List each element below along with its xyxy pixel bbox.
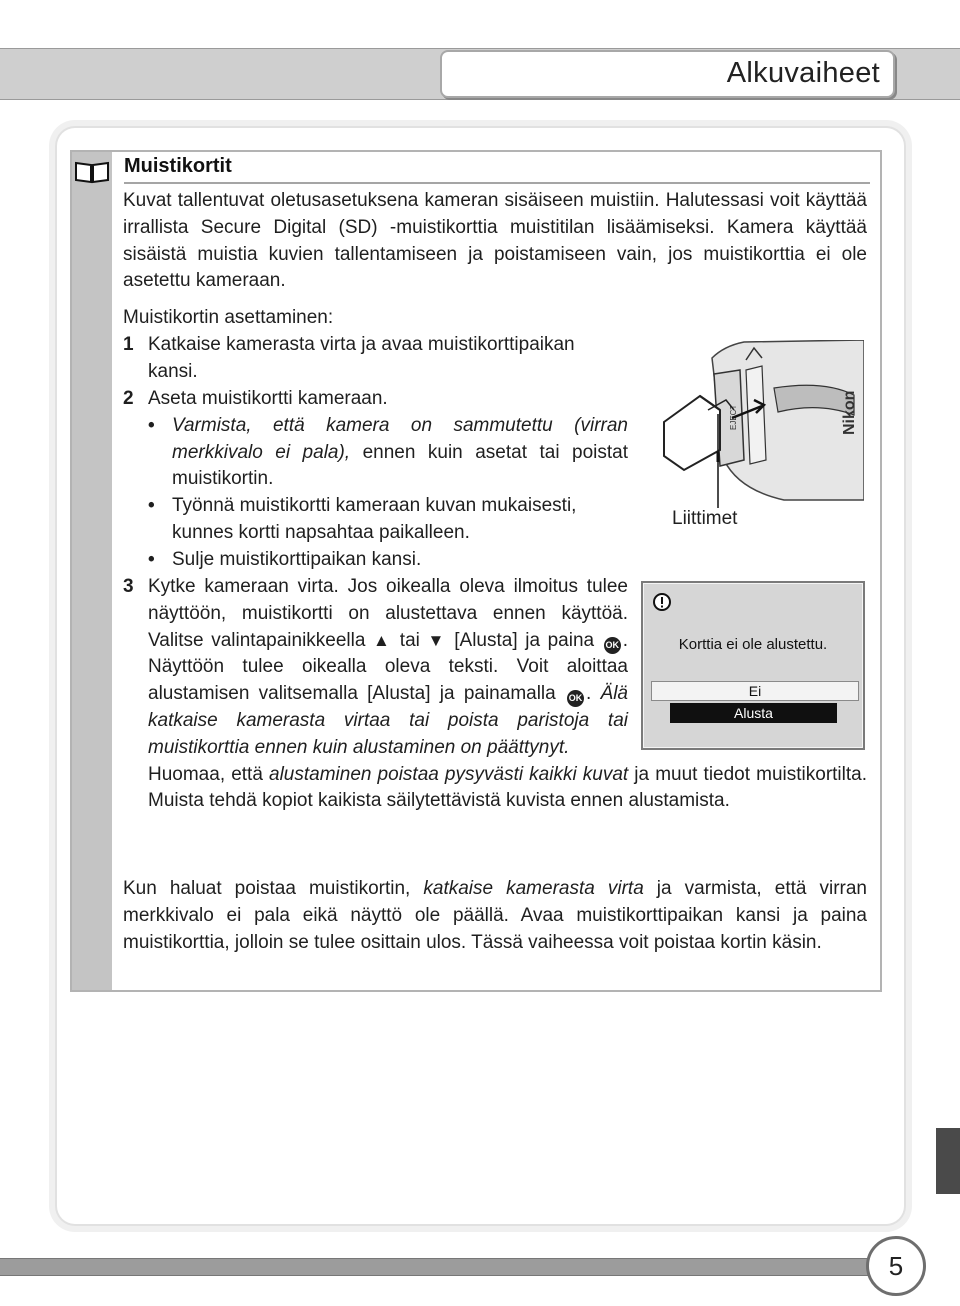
ok-button-icon: OK xyxy=(604,637,621,654)
note-text: Huomaa, että xyxy=(148,763,269,785)
bullet-item xyxy=(148,493,628,547)
title-divider xyxy=(124,182,870,184)
format-warning: Älä katkaise kamerasta virtaa tai poista paristoja tai muistikorttia ennen kuin alustaminen on päättynyt. xyxy=(148,683,628,758)
bullet-text: Työnnä muistikortti kameraan kuvan mukaisesti, kunnes kortti napsahtaa paikalleen. xyxy=(172,495,577,543)
removal-text: ja varmista, että virran merkkivalo ei pala eikä näyttö ole päällä. Avaa muistikorttipaikan kansi ja paina muistikorttia, jolloin se tulee osittain ulos. Tässä vaiheessa voit poistaa kortin käsin. xyxy=(123,878,867,953)
step-text: tai xyxy=(392,629,428,651)
step-1 xyxy=(123,332,628,386)
step-text: . Näyttöön tulee oikealla oleva teksti. Voit aloittaa alustamisen valitsemalla [Alusta] ja painamalla xyxy=(148,629,628,705)
step-text: Katkaise kamerasta virta ja avaa muistikorttipaikan kansi. xyxy=(148,334,575,382)
bullet-item xyxy=(148,547,628,574)
bullet-text: ennen kuin asetat tai poistat muistikortin. xyxy=(172,441,629,490)
step-2 xyxy=(123,386,628,574)
step-3-instructions xyxy=(148,574,628,762)
step-number: 2 xyxy=(123,388,134,409)
section-title: Alkuvaiheet xyxy=(726,57,880,89)
card-insertion-illustration xyxy=(654,340,864,510)
step-text: Kytke kameraan virta. Jos oikealla oleva ilmoitus tulee näyttöön, muistikortti on alustettava ennen käyttöä. Valitse valintapainikkeella xyxy=(148,576,628,651)
footer-band xyxy=(0,1258,880,1276)
step-text: [Alusta] ja paina xyxy=(446,629,602,651)
removal-emphasis: katkaise kamerasta virta xyxy=(423,878,644,899)
camera-brand-logo: Nikon xyxy=(841,390,858,435)
note-side-bar xyxy=(72,152,112,990)
menu-option-ei[interactable]: Ei xyxy=(651,681,859,701)
camera-screen xyxy=(641,581,865,750)
warning-icon xyxy=(653,593,671,611)
step-text: . xyxy=(585,683,601,705)
bullet-text: Sulje muistikorttipaikan kansi. xyxy=(172,548,422,570)
removal-paragraph xyxy=(123,876,867,956)
chapter-tab xyxy=(936,1128,960,1194)
slot-marking: EJECT xyxy=(729,404,738,430)
step-number: 1 xyxy=(123,334,134,355)
page-number: 5 xyxy=(866,1236,926,1296)
connectors-label: Liittimet xyxy=(672,508,738,529)
note-text: ja muut tiedot muistikortilta. Muista tehdä kopiot kaikista säilytettävistä kuvista ennen alustamista. xyxy=(148,763,867,812)
menu-option-alusta[interactable]: Alusta xyxy=(670,703,837,723)
step-text: Aseta muistikortti kameraan. xyxy=(148,388,388,409)
removal-text: Kun haluat poistaa muistikortin, xyxy=(123,878,424,899)
insert-heading: Muistikortin asettaminen: xyxy=(123,307,334,328)
format-note xyxy=(148,762,867,816)
note-emphasis: alustaminen poistaa pysyvästi kaikki kuvat xyxy=(269,763,629,785)
book-icon xyxy=(74,160,110,184)
note-title: Muistikortit xyxy=(124,155,232,177)
screen-message: Korttia ei ole alustettu. xyxy=(678,636,828,653)
step-number: 3 xyxy=(123,576,134,597)
up-arrow-icon: ▲ xyxy=(373,630,393,650)
bullet-emphasis: Varmista, että kamera on sammutettu (virran merkkivalo ei pala), xyxy=(172,414,628,463)
ok-button-icon: OK xyxy=(567,690,584,707)
intro-paragraph: Kuvat tallentuvat oletusasetuksena kameran sisäiseen muistiin. Halutessasi voit käyttää irrallista Secure Digital (SD) -muistikorttia muistitilan lisäämiseksi. Kamera käyttää sisäistä muistia kuvien tallentamiseen ja poistamiseen vain, jos muistikorttia ei ole asetettu kameraan. xyxy=(123,190,867,292)
bullet-item xyxy=(148,413,628,493)
down-arrow-icon: ▼ xyxy=(427,630,447,650)
